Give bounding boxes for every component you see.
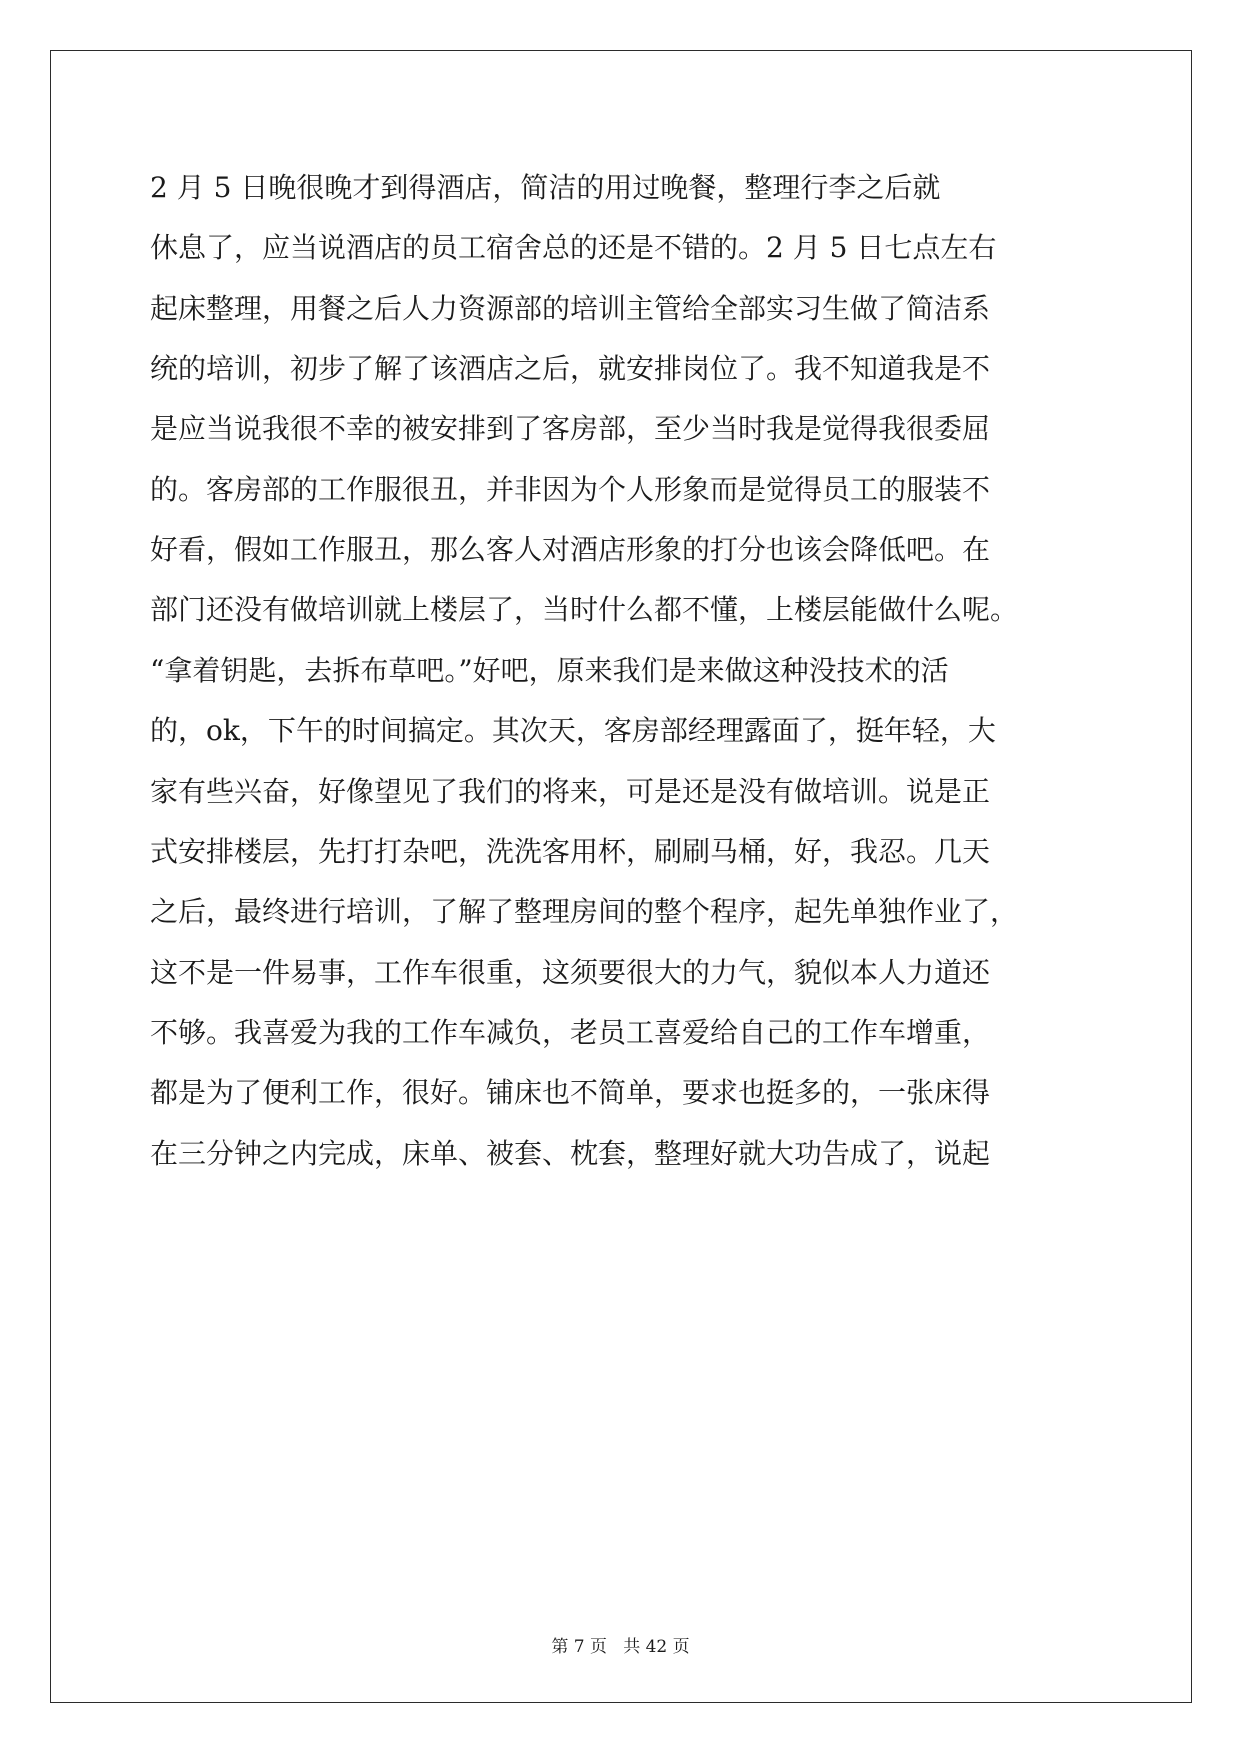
text-line: 在三分钟之内完成，床单、被套、枕套，整理好就大功告成了，说起: [150, 1137, 991, 1170]
text-line: 都是为了便利工作，很好。铺床也不简单，要求也挺多的，一张床得: [150, 1076, 991, 1109]
text-line: 休息了，应当说酒店的员工宿舍总的还是不错的。2 月 5 日七点左右: [150, 231, 997, 264]
text-line: 这不是一件易事，工作车很重，这须要很大的力气，貌似本人力道还: [150, 956, 991, 989]
page-total: 共 42 页: [623, 1637, 690, 1657]
text-line: 好看，假如工作服丑，那么客人对酒店形象的打分也该会降低吧。在: [150, 533, 991, 566]
text-line: 家有些兴奋，好像望见了我们的将来，可是还是没有做培训。说是正: [150, 775, 991, 808]
text-line: “拿着钥匙，去拆布草吧。”好吧，原来我们是来做这种没技术的活: [150, 654, 949, 687]
text-line: 起床整理，用餐之后人力资源部的培训主管给全部实习生做了简洁系: [150, 292, 991, 325]
page-footer: [0, 1632, 1241, 1657]
text-line: 是应当说我很不幸的被安排到了客房部，至少当时我是觉得我很委屈: [150, 412, 991, 445]
text-line: 不够。我喜爱为我的工作车减负，老员工喜爱给自己的工作车增重，: [150, 1016, 991, 1049]
text-line: 2 月 5 日晚很晚才到得酒店，简洁的用过晚餐，整理行李之后就: [150, 171, 941, 204]
page-number: 第 7 页: [551, 1637, 607, 1657]
text-line: 的。客房部的工作服很丑，并非因为个人形象而是觉得员工的服装不: [150, 473, 991, 506]
text-line: 部门还没有做培训就上楼层了，当时什么都不懂，上楼层能做什么呢。: [150, 593, 1019, 626]
text-line: 统的培训，初步了解了该酒店之后，就安排岗位了。我不知道我是不: [150, 352, 991, 385]
text-line: 的，ok，下午的时间搞定。其次天，客房部经理露面了，挺年轻，大: [150, 714, 996, 747]
text-line: 之后，最终进行培训，了解了整理房间的整个程序，起先单独作业了，: [150, 895, 1019, 928]
text-line: 式安排楼层，先打打杂吧，洗洗客用杯，刷刷马桶，好，我忍。几天: [150, 835, 991, 868]
